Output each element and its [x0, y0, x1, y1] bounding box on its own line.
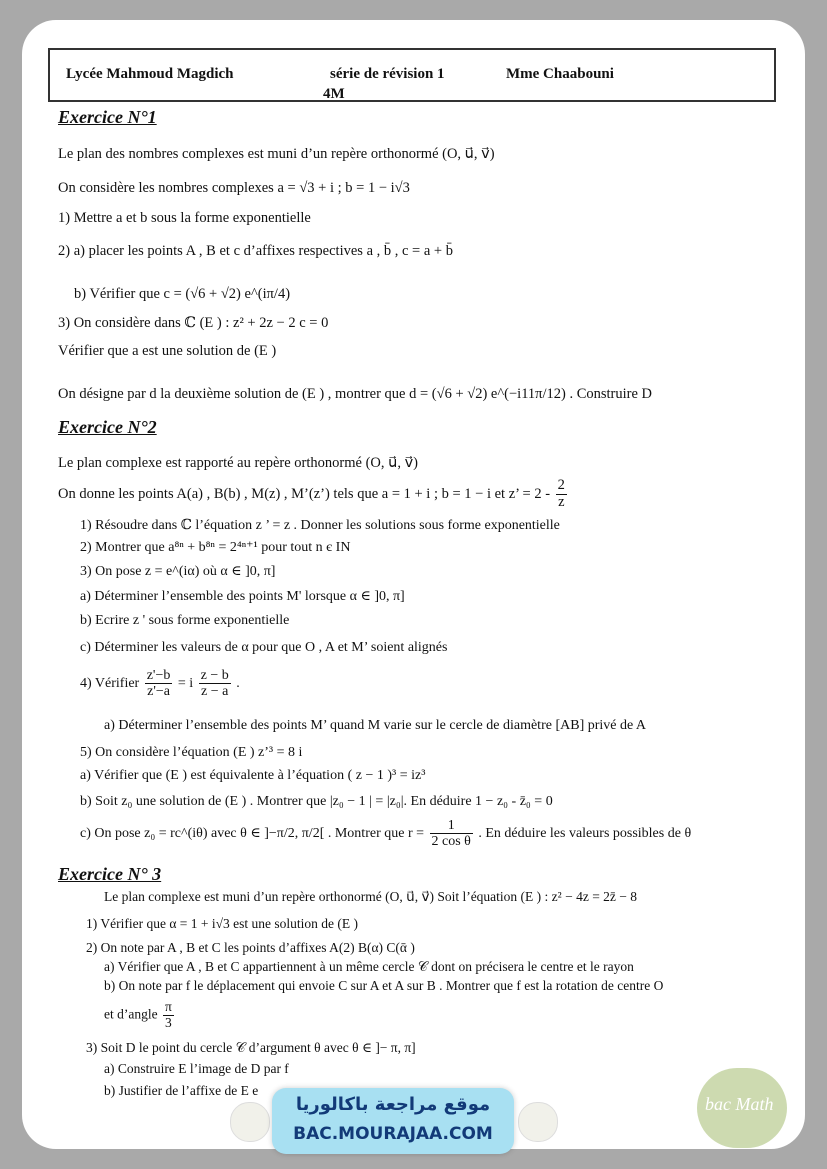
ex1-question-2b: b) Vérifier que c = (√6 + √2) e^(iπ/4) — [74, 286, 291, 302]
left-site-logo — [230, 1102, 270, 1142]
ex1-line-1: Le plan des nombres complexes est muni d’un repère orthonormé (O, u⃗, v⃗) — [58, 146, 495, 162]
banner-arabic-title: موقع مراجعة باكالوريا — [295, 1094, 491, 1115]
ex2-question-3a: a) Déterminer l’ensemble des points M' lorsque α ∈ ]0, π] — [80, 589, 405, 604]
fraction-pi-over-3: $\frac{\pi}{3}$ — [164, 999, 172, 1030]
banner-url[interactable]: BAC.MOURAJAA.COM — [293, 1124, 493, 1144]
ex2-question-5: 5) On considère l’équation (E ) z’³ = 8 i — [80, 745, 303, 760]
fraction-z: $\frac{z - b}{z - a}$ — [200, 668, 229, 700]
exercise-2-title: Exercice N°2 — [58, 417, 157, 437]
ex2-question-3b: b) Ecrire z ' sous forme exponentielle — [80, 613, 290, 628]
teacher-name: Mme Chaabouni — [506, 66, 614, 82]
ex2-question-2: 2) Montrer que a⁸ⁿ + b⁸ⁿ = 2⁴ⁿ⁺¹ pour tout n є IN — [80, 540, 351, 555]
ex3-question-3: 3) Soit D le point du cercle 𝒞 d’argument θ avec θ ∈ ]− π, π] — [86, 1040, 416, 1055]
fraction-zprime: $\frac{z'-b}{z'-a}$ — [146, 668, 171, 700]
ex1-line-2: On considère les nombres complexes a = √3 + i ; b = 1 − i√3 — [58, 180, 410, 196]
exercise-3-title: Exercice N° 3 — [58, 864, 162, 884]
ex3-question-2a: a) Vérifier que A , B et C appartiennent à un même cercle 𝒞 dont on précisera le centre et le rayon — [104, 959, 634, 974]
school-name: Lycée Mahmoud Magdich — [66, 66, 234, 82]
ex2-question-5c: c) On pose z₀ = rc^(iθ) avec θ ∈ ]−π/2, π/2[ . Montrer que r = $\frac{1}{\text{2 cos θ}}$ . En déduire les valeurs possibles de θ — [80, 818, 692, 850]
ex2-question-1: 1) Résoudre dans ℂ l’équation z ’ = z . Donner les solutions sous forme exponentielle — [80, 518, 560, 533]
ex2-question-3: 3) On pose z = e^(iα) où α ∈ ]0, π] — [80, 564, 276, 579]
ex1-question-3: 3) On considère dans ℂ (E ) : z² + 2z − 2 c = 0 — [58, 315, 329, 331]
site-banner[interactable] — [272, 1088, 514, 1154]
ex2-question-5b: b) Soit z₀ une solution de (E ) . Montrer que |z₀ − 1 | = |z₀|. En déduire 1 − z₀ - z̄₀ = 0 — [80, 794, 553, 809]
right-site-logo — [518, 1102, 558, 1142]
ex2-question-5a: a) Vérifier que (E ) est équivalente à l’équation ( z − 1 )³ = iz³ — [80, 768, 426, 783]
class-level: 4M — [323, 86, 345, 102]
ex2-line-1: Le plan complexe est rapporté au repère orthonormé (O, u⃗, v⃗) — [58, 455, 418, 471]
bac-math-logo — [697, 1068, 787, 1148]
ex3-question-1: 1) Vérifier que α = 1 + i√3 est une solution de (E ) — [86, 916, 359, 931]
ex2-line-2 — [58, 478, 569, 511]
ex3-question-3a: a) Construire E l’image de D par f — [104, 1061, 289, 1076]
ex3-question-2c: et d’angle $\frac{\pi}{3}$ — [104, 999, 172, 1030]
ex2-question-3c: c) Déterminer les valeurs de α pour que O , A et M’ soient alignés — [80, 640, 448, 655]
ex1-question-2a: 2) a) placer les points A , B et c d’affixes respectives a , b̄ , c = a + b̄ — [58, 243, 453, 259]
ex1-question-3-verify: Vérifier que a est une solution de (E ) — [58, 343, 277, 359]
ex2-question-4: 4) Vérifier $\frac{z'-b}{z'-a}$ = i $\frac{z - b}{z - a}$ . — [80, 668, 240, 700]
ex1-question-3-d: On désigne par d la deuxième solution de (E ) , montrer que d = (√6 + √2) e^(−i11π/12) . Construire D — [58, 386, 653, 402]
ex2-line-2-text: On donne les points A(a) , B(b) , M(z) , M’(z’) tels que a = 1 + i ; b = 1 − i et z’ = 2 - — [58, 485, 551, 502]
bac-math-logo-text: bac Math — [705, 1094, 774, 1114]
fraction-r: $\frac{1}{\text{2 cos θ}}$ — [431, 818, 471, 850]
series-title: série de révision 1 — [330, 66, 445, 82]
ex3-question-3b: b) Justifier de l’affixe de E e — [104, 1083, 259, 1098]
ex3-line-1: Le plan complexe est muni d’un repère orthonormé (O, u⃗, v⃗) Soit l’équation (E ) : z² − 4z = 2z̄ − 8 — [104, 889, 638, 904]
ex3-question-2: 2) On note par A , B et C les points d’affixes A(2) B(α) C(ᾱ ) — [86, 940, 415, 955]
exercise-1-title: Exercice N°1 — [58, 107, 157, 127]
ex1-question-1: 1) Mettre a et b sous la forme exponentielle — [58, 210, 311, 226]
ex3-question-2b: b) On note par f le déplacement qui envoie C sur A et A sur B . Montrer que f est la rotation de centre O — [104, 978, 664, 993]
fraction-2-over-z: $\frac{2}{z}$ — [557, 477, 565, 510]
ex2-question-4a: a) Déterminer l’ensemble des points M’ quand M varie sur le cercle de diamètre [AB] privé de A — [104, 718, 647, 733]
